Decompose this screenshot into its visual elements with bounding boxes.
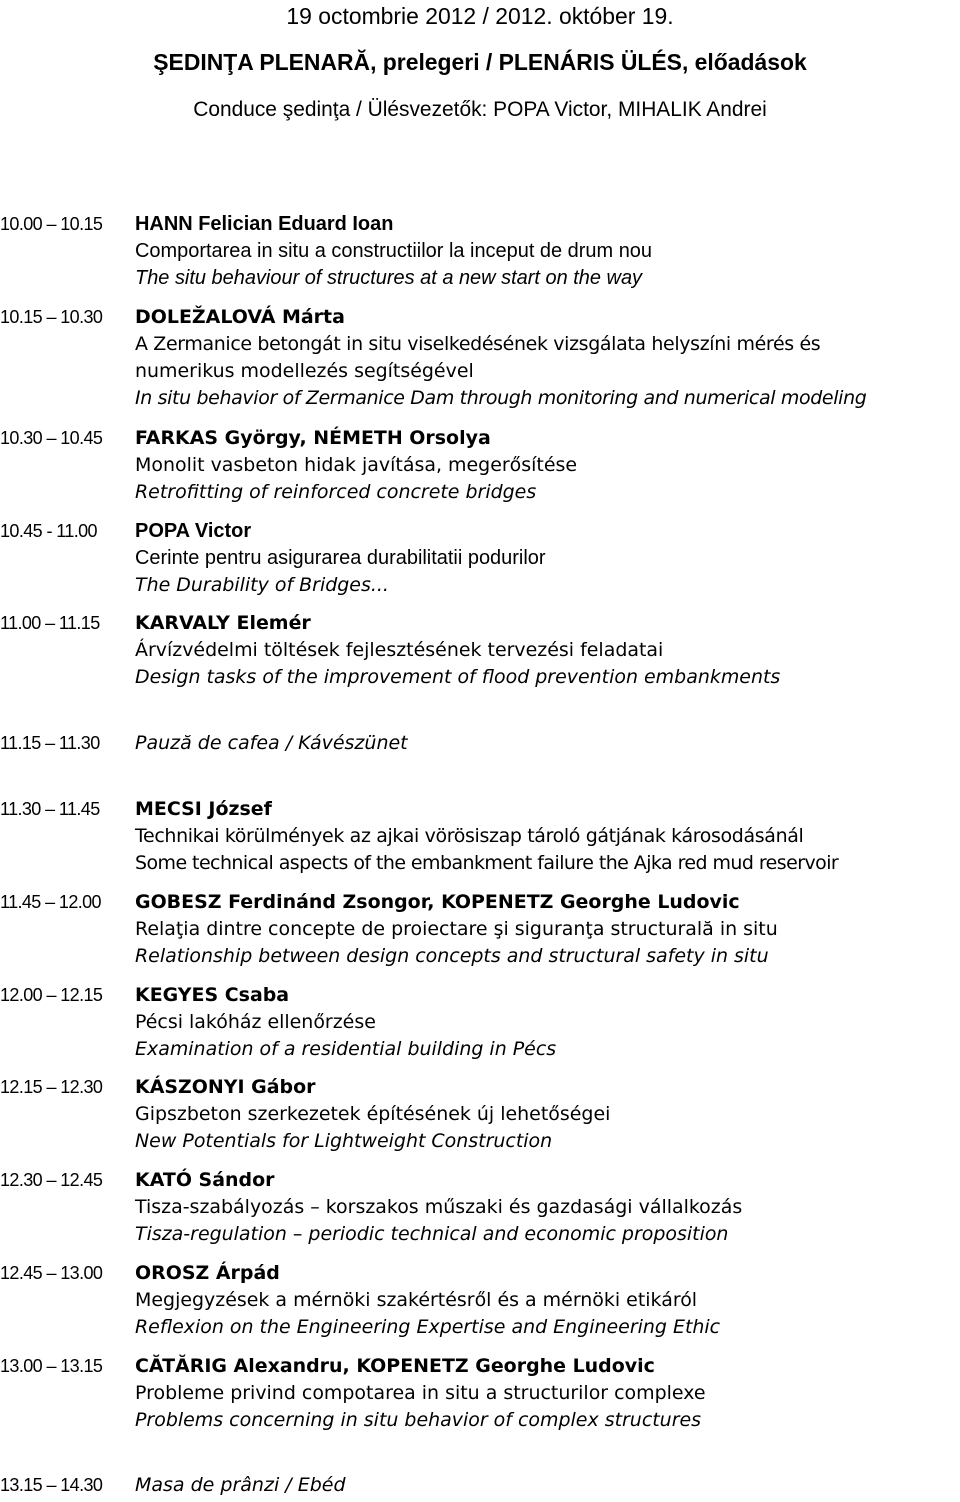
- session-title-translation: Retrofitting of reinforced concrete bridges: [135, 481, 537, 503]
- session-title-original: Pécsi lakóház ellenőrzése: [135, 1011, 376, 1033]
- session-title-original: Megjegyzések a mérnöki szakértésről és a mérnöki etikáról: [135, 1289, 698, 1311]
- session-entry: [135, 1074, 960, 1155]
- session-authors: CĂTĂRIG Alexandru, KOPENETZ Georghe Ludovic: [135, 1355, 655, 1377]
- session-title-translation: Some technical aspects of the embankment failure the Ajka red mud reservoir: [135, 852, 839, 874]
- session-time: 12.00 – 12.15: [0, 985, 103, 1005]
- session-title-original: Gipszbeton szerkezetek építésének új lehetőségei: [135, 1103, 611, 1125]
- session-title-original: Tisza-szabályozás – korszakos műszaki és gazdasági vállalkozás: [135, 1196, 743, 1218]
- session-authors: HANN Felician Eduard Ioan: [135, 213, 394, 235]
- session-title-original: Technikai körülmények az ajkai vörösiszap tároló gátjának károsodásánál: [135, 825, 804, 847]
- session-title-translation: Reflexion on the Engineering Expertise and Engineering Ethic: [135, 1316, 721, 1338]
- session-entry: [135, 889, 960, 970]
- session-time: 11.00 – 11.15: [0, 613, 100, 633]
- session-time: 13.00 – 13.15: [0, 1356, 103, 1376]
- session-title-translation: Relationship between design concepts and structural safety in situ: [135, 945, 769, 967]
- session-title-translation: Problems concerning in situ behavior of complex structures: [135, 1409, 702, 1431]
- session-entry: [135, 1353, 960, 1434]
- session-entry: [135, 1167, 960, 1248]
- session-authors: DOLEŽALOVÁ Márta: [135, 306, 345, 328]
- session-entry: [135, 518, 960, 599]
- break-time: 11.15 – 11.30: [0, 733, 100, 753]
- session-title-original: Árvízvédelmi töltések fejlesztésének tervezési feladatai: [135, 639, 664, 661]
- session-title-translation: Design tasks of the improvement of flood prevention embankments: [135, 666, 781, 688]
- break-time: 13.15 – 14.30: [0, 1475, 103, 1495]
- session-time: 10.00 – 10.15: [0, 214, 103, 234]
- session-title-translation: The situ behaviour of structures at a new start on the way: [135, 267, 643, 289]
- session-time: 12.30 – 12.45: [0, 1170, 103, 1190]
- session-title-original: Comportarea in situ a constructiilor la inceput de drum nou: [135, 240, 653, 262]
- session-chairs: Conduce şedinţa / Ülésvezetők: POPA Victor, MIHALIK Andrei: [193, 98, 767, 121]
- session-time: 11.30 – 11.45: [0, 799, 100, 819]
- session-title-original: A Zermanice betongát in situ viselkedésének vizsgálata helyszíni mérés és: [135, 333, 821, 355]
- session-title-original: Relaţia dintre concepte de proiectare şi siguranţa structurală in situ: [135, 918, 778, 940]
- session-entry: [135, 211, 960, 292]
- session-authors: MECSI József: [135, 798, 272, 820]
- session-entry: [135, 1260, 960, 1341]
- coffee-break: Pauză de cafea / Kávészünet: [135, 732, 408, 754]
- program-date: 19 octombrie 2012 / 2012. október 19.: [286, 3, 674, 29]
- session-title-original: Monolit vasbeton hidak javítása, megerősítése: [135, 454, 578, 476]
- session-entry: [135, 304, 960, 412]
- session-authors: KÁSZONYI Gábor: [135, 1076, 316, 1098]
- session-entry: [135, 982, 960, 1063]
- session-authors: KATÓ Sándor: [135, 1169, 275, 1191]
- session-authors: POPA Victor: [135, 520, 252, 542]
- session-entry: [135, 796, 960, 877]
- session-title-translation: In situ behavior of Zermanice Dam through monitoring and numerical modeling: [135, 387, 867, 409]
- session-time: 10.45 - 11.00: [0, 521, 97, 541]
- session-authors: OROSZ Árpád: [135, 1262, 280, 1284]
- session-authors: FARKAS György, NÉMETH Orsolya: [135, 427, 491, 449]
- session-entry: [135, 610, 960, 691]
- session-title-translation: Examination of a residential building in Pécs: [135, 1038, 557, 1060]
- session-authors: KEGYES Csaba: [135, 984, 290, 1006]
- session-entry: [135, 425, 960, 506]
- session-time: 10.15 – 10.30: [0, 307, 103, 327]
- session-time: 12.45 – 13.00: [0, 1263, 103, 1283]
- session-authors: GOBESZ Ferdinánd Zsongor, KOPENETZ Georghe Ludovic: [135, 891, 740, 913]
- session-title-original-continued: numerikus modellezés segítségével: [135, 360, 474, 382]
- session-title-translation: Tisza-regulation – periodic technical and economic proposition: [135, 1223, 729, 1245]
- session-time: 11.45 – 12.00: [0, 892, 101, 912]
- session-time: 10.30 – 10.45: [0, 428, 103, 448]
- session-title-original: Cerinte pentru asigurarea durabilitatii podurilor: [135, 547, 546, 569]
- session-title-translation: New Potentials for Lightweight Construction: [135, 1130, 553, 1152]
- session-authors: KARVALY Elemér: [135, 612, 311, 634]
- session-title: ŞEDINŢA PLENARĂ, prelegeri / PLENÁRIS ÜLÉS, előadások: [153, 49, 807, 75]
- session-time: 12.15 – 12.30: [0, 1077, 103, 1097]
- lunch-break: Masa de prânzi / Ebéd: [135, 1474, 346, 1496]
- session-title-original: Probleme privind compotarea in situ a structurilor complexe: [135, 1382, 706, 1404]
- session-title-translation: The Durability of Bridges...: [135, 574, 389, 596]
